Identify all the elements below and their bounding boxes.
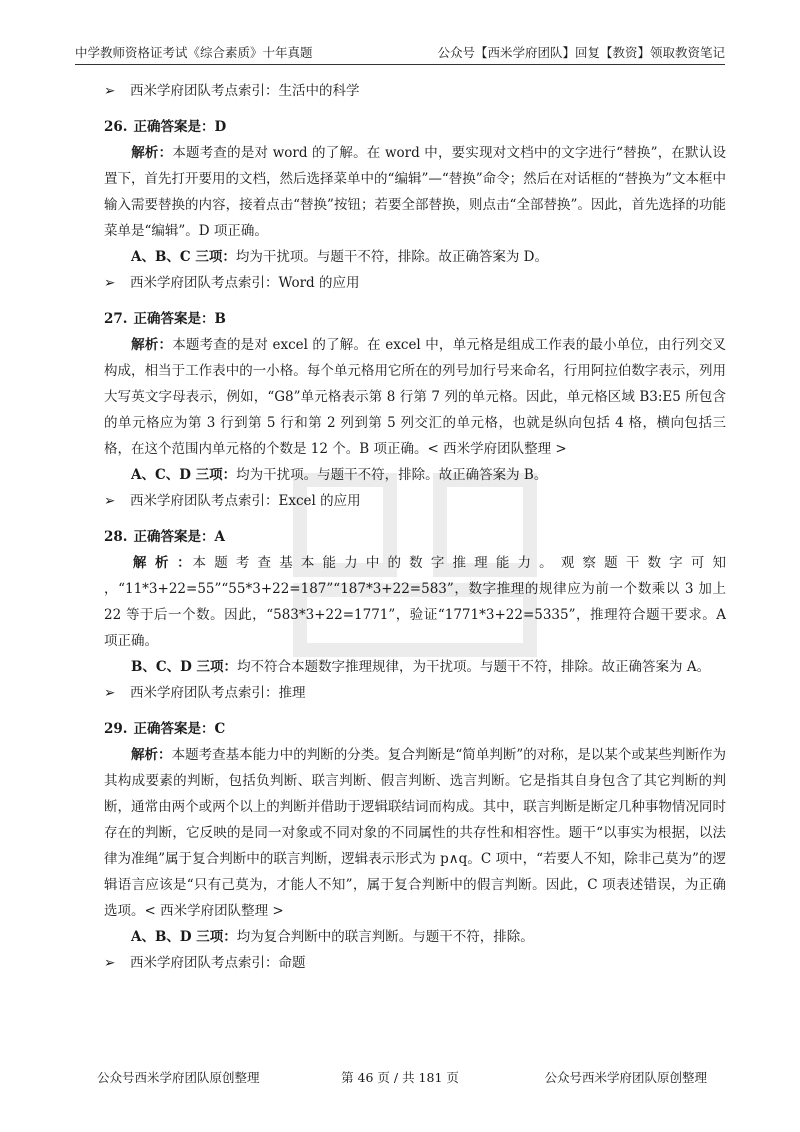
analysis-text: 本题考查的是对 excel 的了解。在 excel 中，单元格是组成工作表的最小单位，由行列交叉构成，相当于工作表中的一小格。每个单元格用它所在的列号加行号来命名，行用阿拉伯数字表示，列用大写英文字母表示，例如，“G8”单元格表示第 8 行第 7 列的单元格。因此，单元格区域 B3:E5 所包含的单元格应为第 3 行到第 5 行和第 2 列到第 5 列交汇的单元格，也就是纵向包括 4 格，横向包括三格，在这个范围内单元格的个数是 12 个。B 项正确。< 西米学府团队整理 > (104, 337, 727, 457)
analysis-label: 解析： (131, 145, 173, 161)
footer-right: 公众号西米学府团队原创整理 (544, 1070, 707, 1085)
analysis-paragraph (104, 140, 726, 244)
analysis-paragraph (104, 742, 726, 924)
answer-label: 正确答案是：B (133, 311, 226, 327)
page-content (104, 78, 726, 980)
answer-label: 正确答案是：A (133, 529, 225, 545)
index-line (104, 270, 726, 296)
index-line (104, 680, 726, 706)
answer-heading (104, 114, 726, 140)
analysis-paragraph (104, 332, 726, 462)
header-promo: 公众号【西米学府团队】回复【教资】领取教资笔记 (437, 45, 725, 60)
arrow-bullet-icon: ➢ (104, 955, 116, 971)
header-title: 中学教师资格证考试《综合素质》十年真题 (75, 45, 313, 60)
question-block (104, 306, 726, 514)
question-number: 28. (104, 529, 128, 545)
analysis-text: 本 题 考 查 基 本 能 力 中 的 数 字 推 理 能 力 。 观 察 题 干 数 字 可 知 ，“11*3+22=55”“55*3+22=187”“187*3+22=583”，数字推理的规律应为前一个数乘以 3 加上 22 等于后一个数。因此，“583*3+22=1771”，验证“1771*3+22=5335”，推理符合题干要求。A 项正确。 (104, 555, 726, 649)
options-label: B、C、D 三项： (131, 659, 238, 675)
options-paragraph (104, 244, 726, 270)
index-line (104, 950, 726, 976)
question-number: 26. (104, 119, 128, 135)
analysis-paragraph (104, 550, 726, 654)
question-block (104, 524, 726, 706)
options-paragraph (104, 654, 726, 680)
options-paragraph (104, 924, 726, 950)
page-footer (75, 1069, 725, 1089)
options-text: 均为复合判断中的联言判断。与题干不符，排除。 (236, 929, 534, 945)
analysis-label: 解析： (131, 337, 173, 353)
footer-left: 公众号西米学府团队原创整理 (97, 1070, 260, 1085)
page-header (75, 44, 725, 65)
question-number: 29. (104, 721, 128, 737)
options-label: A、B、D 三项： (131, 929, 237, 945)
options-text: 均不符合本题数字推理规律，为干扰项。与题干不符，排除。故正确答案为 A。 (237, 659, 711, 675)
answer-heading (104, 524, 726, 550)
options-text: 均为干扰项。与题干不符，排除。故正确答案为 B。 (236, 467, 548, 483)
index-text: 西米学府团队考点索引：Excel 的应用 (130, 493, 361, 509)
question-block (104, 716, 726, 976)
question-number: 27. (104, 311, 128, 327)
arrow-bullet-icon: ➢ (104, 275, 116, 291)
analysis-label: 解析： (131, 747, 172, 763)
analysis-text: 本题考查的是对 word 的了解。在 word 中，要实现对文档中的文字进行“替换”，在默认设置下，首先打开要用的文档，然后选择菜单中的“编辑”—“替换”命令；然后在对话框的“替换为”文本框中输入需要替换的内容，接着点击“替换”按钮；若要全部替换，则点击“全部替换”。因此，首先选择的功能菜单是“编辑”。D 项正确。 (104, 145, 726, 239)
arrow-bullet-icon: ➢ (104, 685, 116, 701)
answer-heading (104, 716, 726, 742)
answer-label: 正确答案是：D (133, 119, 227, 135)
page-number: 第 46 页 / 共 181 页 (341, 1070, 459, 1085)
arrow-bullet-icon: ➢ (104, 83, 116, 99)
question-block (104, 114, 726, 296)
index-text: 西米学府团队考点索引：Word 的应用 (130, 275, 360, 291)
top-index-line (104, 78, 726, 104)
options-label: A、B、C 三项： (131, 249, 236, 265)
index-text: 西米学府团队考点索引：命题 (130, 955, 306, 971)
arrow-bullet-icon: ➢ (104, 493, 116, 509)
analysis-label: 解 析 ： (131, 555, 193, 571)
answer-heading (104, 306, 726, 332)
index-line (104, 488, 726, 514)
index-text: 西米学府团队考点索引：生活中的科学 (130, 83, 360, 99)
analysis-text: 本题考查基本能力中的判断的分类。复合判断是“简单判断”的对称，是以某个或某些判断作为其构成要素的判断，包括负判断、联言判断、假言判断、选言判断。它是指其自身包含了其它判断的判断，通常由两个或两个以上的判断并借助于逻辑联结词而构成。其中，联言判断是断定几种事物情况同时存在的判断，它反映的是同一对象或不同对象的不同属性的共存性和相容性。题干“以事实为根据，以法律为准绳”属于复合判断中的联言判断，逻辑表示形式为 p∧q。C 项中，“若要人不知，除非己莫为”的逻辑语言应该是“只有己莫为，才能人不知”，属于复合判断中的假言判断。因此，C 项表述错误，为正确选项。< 西米学府团队整理 > (104, 747, 726, 919)
index-text: 西米学府团队考点索引：推理 (130, 685, 306, 701)
options-label: A、C、D 三项： (131, 467, 237, 483)
question-list (104, 114, 726, 976)
options-text: 均为干扰项。与题干不符，排除。故正确答案为 D。 (235, 249, 548, 265)
options-paragraph (104, 462, 726, 488)
answer-label: 正确答案是：C (133, 721, 226, 737)
